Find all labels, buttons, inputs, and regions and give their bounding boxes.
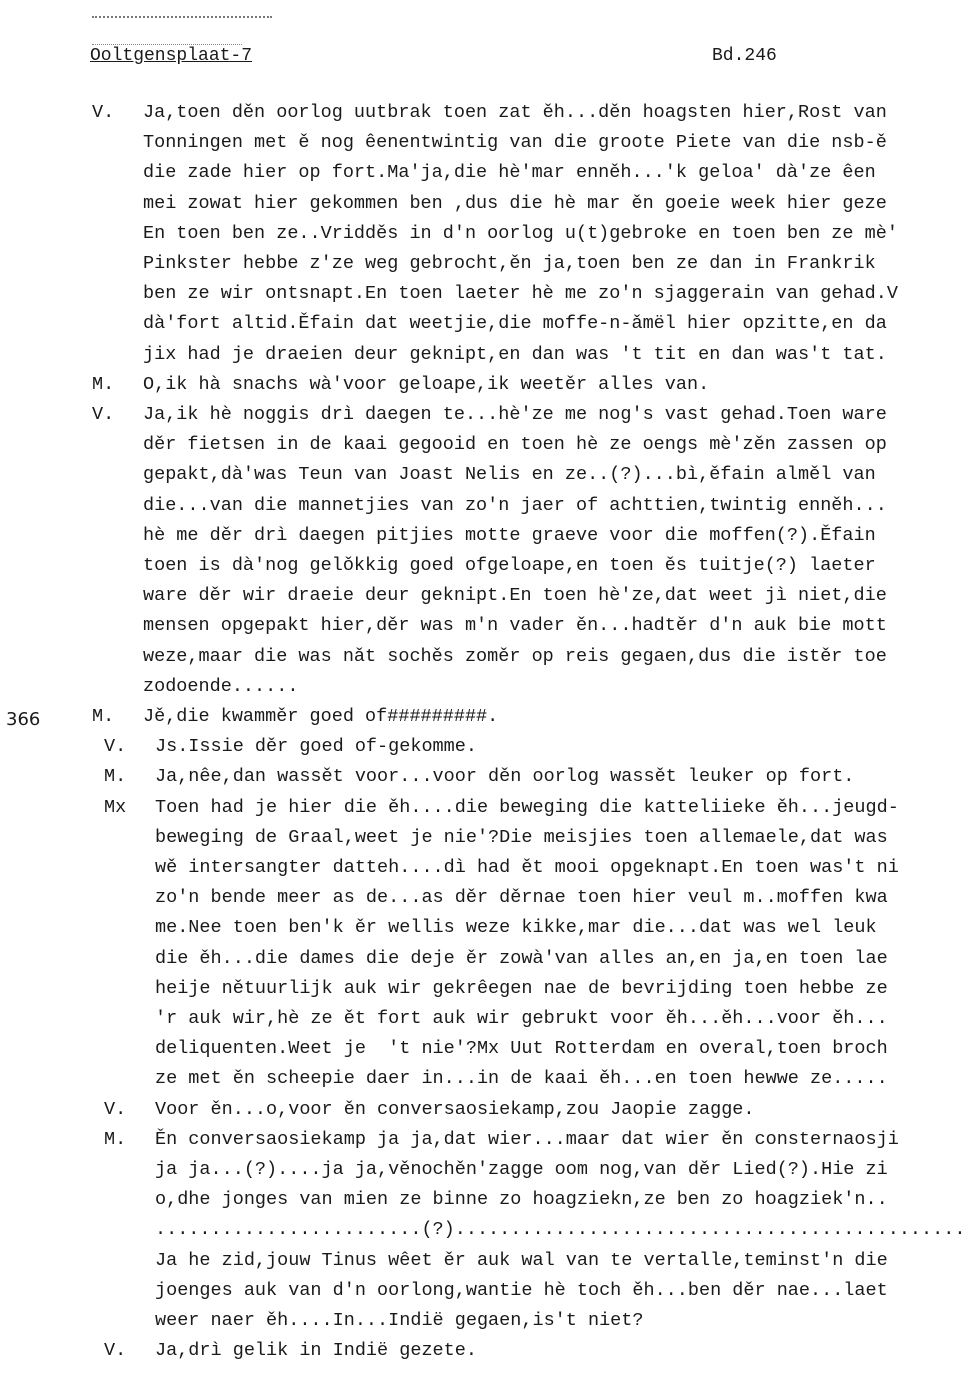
transcript-line [0, 1034, 966, 1064]
line-text: Ja he zid,jouw Tinus wêet ěr auk wal van te vertalle,teminst'n die [155, 1249, 888, 1271]
scan-smudge [92, 16, 272, 21]
line-text: die ěh...die dames die deje ěr zowà'van alles an,en ja,en toen lae [155, 947, 888, 969]
speaker-label: M. [104, 766, 127, 788]
line-text: o,dhe jonges van mien ze binne zo hoagziekn,ze ben zo hoagziek'n.. [155, 1189, 888, 1211]
transcript-line [0, 400, 966, 430]
line-text: Ja,drì gelik in Indië gezete. [155, 1340, 477, 1362]
line-text: mei zowat hier gekommen ben ,dus die hè mar ěn goeie week hier geze [143, 192, 887, 214]
transcript-line [0, 944, 966, 974]
line-text: ze met ěn scheepie daer in...in de kaai ěh...en toen hewwe ze..... [155, 1068, 888, 1090]
line-text: Ja,toen děn oorlog uutbrak toen zat ěh...děn hoagsten hier,Rost van [143, 102, 887, 123]
line-text: weze,maar die was nǎt sochěs zoměr op reis gegaen,dus die istěr toe [143, 645, 887, 667]
line-text: me.Nee toen ben'k ěr wellis weze kikke,mar die...dat was wel leuk [155, 917, 877, 939]
transcript-line [0, 1336, 966, 1366]
line-text: beweging de Graal,weet je nie'?Die meisjies toen allemaele,dat was [155, 826, 888, 848]
line-text: gepakt,dà'was Teun van Joast Nelis en ze..(?)...bì,ěfain alměl van [143, 464, 876, 486]
transcript-line [0, 551, 966, 581]
line-text: heije nětuurlijk auk wir gekrêegen nae de bevrijding toen hebbe ze [155, 977, 888, 999]
line-text: deliquenten.Weet je 't nie'?Mx Uut Rotterdam en overal,toen broch [155, 1038, 888, 1060]
transcript-line [0, 521, 966, 551]
line-text: toen is dà'nog gelǒkkig goed ofgeloape,en toen ěs tuitje(?) laeter [143, 555, 876, 576]
line-text: Js.Issie děr goed of-gekomme. [155, 736, 477, 758]
line-text: ja ja...(?)....ja ja,věnochěn'zagge oom nog,van děr Lied(?).Hie zi [155, 1159, 888, 1180]
transcript-line [0, 491, 966, 521]
line-text: Voor ěn...o,voor ěn conversaosiekamp,zou Jaopie zagge. [155, 1098, 755, 1120]
line-text: En toen ben ze..Vridděs in d'n oorlog u(t)gebroke en toen ben ze mè' [143, 222, 898, 244]
volume-number: Bd.246 [712, 46, 777, 66]
transcript-line [0, 793, 966, 823]
transcript-line [0, 1215, 966, 1245]
transcript-line [0, 460, 966, 490]
transcript-line [0, 1095, 966, 1125]
transcript-line [0, 702, 966, 732]
speaker-label: M. [92, 373, 115, 395]
speaker-label: M. [92, 706, 115, 727]
line-text: weer naer ěh....In...Indië gegaen,is't niet? [155, 1310, 644, 1331]
line-text: děr fietsen in de kaai gegooid en toen hè ze oengs mè'zěn zassen op [143, 434, 887, 456]
transcript-line [0, 1155, 966, 1185]
line-text: 'r auk wir,hè ze ět fort auk wir gebrukt voor ěh...ěh...voor ěh... [155, 1008, 888, 1029]
transcript-line [0, 913, 966, 943]
line-text: mensen opgepakt hier,děr was m'n vader ěn...hadtěr d'n auk bie mott [143, 615, 887, 637]
transcript-line [0, 1246, 966, 1276]
transcript-line [0, 158, 966, 188]
line-text: dà'fort altid.Ěfain dat weetjie,die moffe-n-ǎmël hier opzitte,en da [143, 313, 887, 335]
speaker-label: V. [104, 1340, 127, 1362]
transcript-line [0, 340, 966, 370]
transcript-line [0, 309, 966, 339]
speaker-label: V. [104, 736, 127, 758]
transcript-line [0, 430, 966, 460]
line-text: wě intersangter datteh....dì had ět mooi opgeknapt.En toen was't ni [155, 857, 899, 878]
line-text: ben ze wir ontsnapt.En toen laeter hè me zo'n sjaggerain van gehad.V [143, 283, 898, 305]
transcript-line [0, 581, 966, 611]
line-text: jix had je draeien deur geknipt,en dan was 't tit en dan was't tat. [143, 343, 887, 365]
line-text: ........................(?).............................................. [155, 1219, 966, 1241]
transcript-line [0, 219, 966, 249]
transcript-line [0, 128, 966, 158]
line-text: joenges auk van d'n oorlong,wantie hè toch ěh...ben děr nae...laet [155, 1279, 888, 1301]
speaker-label: V. [104, 1098, 127, 1120]
transcript-line [0, 1064, 966, 1094]
line-text: Pinkster hebbe z'ze weg gebrocht,ěn ja,toen ben ze dan in Frankrik [143, 253, 876, 274]
transcript-line [0, 1185, 966, 1215]
line-text: zodoende...... [143, 675, 299, 697]
transcript-line [0, 370, 966, 400]
transcript-line [0, 762, 966, 792]
transcript-line [0, 823, 966, 853]
transcript-line [0, 642, 966, 672]
speaker-label: V. [92, 404, 115, 425]
transcript-line [0, 974, 966, 1004]
document-title: Ooltgensplaat-7 [90, 46, 253, 66]
transcript-line [0, 98, 966, 128]
speaker-label: M. [104, 1128, 127, 1150]
transcript-line [0, 1276, 966, 1306]
speaker-label: V. [92, 102, 115, 123]
line-text: Jě,die kwamměr goed of#########. [143, 706, 499, 727]
margin-note: 366 [6, 709, 41, 730]
transcript-line [0, 1125, 966, 1155]
transcript-line [0, 1306, 966, 1336]
line-text: die...van die mannetjies van zo'n jaer of achttien,twintig enněh... [143, 494, 887, 516]
line-text: zo'n bende meer as de...as děr děrnae toen hier veul m..moffen kwa [155, 887, 888, 909]
line-text: O,ik hà snachs wà'voor geloape,ik weetěr alles van. [143, 373, 710, 395]
transcript-line [0, 249, 966, 279]
speaker-label: Mx [104, 796, 127, 818]
line-text: Ja,nêe,dan wassět voor...voor děn oorlog wassět leuker op fort. [155, 766, 855, 788]
transcript-line [0, 279, 966, 309]
line-text: ware děr wir draeie deur geknipt.En toen hè'ze,dat weet jì niet,die [143, 585, 887, 607]
line-text: Toen had je hier die ěh....die beweging die katteliieke ěh...jeugd- [155, 796, 899, 818]
transcript-line [0, 672, 966, 702]
transcript-line [0, 611, 966, 641]
line-text: Tonningen met ě nog êenentwintig van die groote Piete van die nsb-ě [143, 132, 887, 154]
line-text: Ěn conversaosiekamp ja ja,dat wier...maar dat wier ěn consternaosji [155, 1128, 899, 1150]
line-text: die zade hier op fort.Ma'ja,die hè'mar enněh...'k geloa' dà'ze êen [143, 162, 876, 184]
transcript-line [0, 732, 966, 762]
line-text: Ja,ik hè noggis drì daegen te...hè'ze me nog's vast gehad.Toen ware [143, 404, 887, 425]
transcript-line [0, 883, 966, 913]
transcript-line [0, 189, 966, 219]
transcript-line [0, 853, 966, 883]
line-text: hè me děr drì daegen pitjies motte graeve voor die moffen(?).Ěfain [143, 524, 876, 546]
transcript-line [0, 1004, 966, 1034]
